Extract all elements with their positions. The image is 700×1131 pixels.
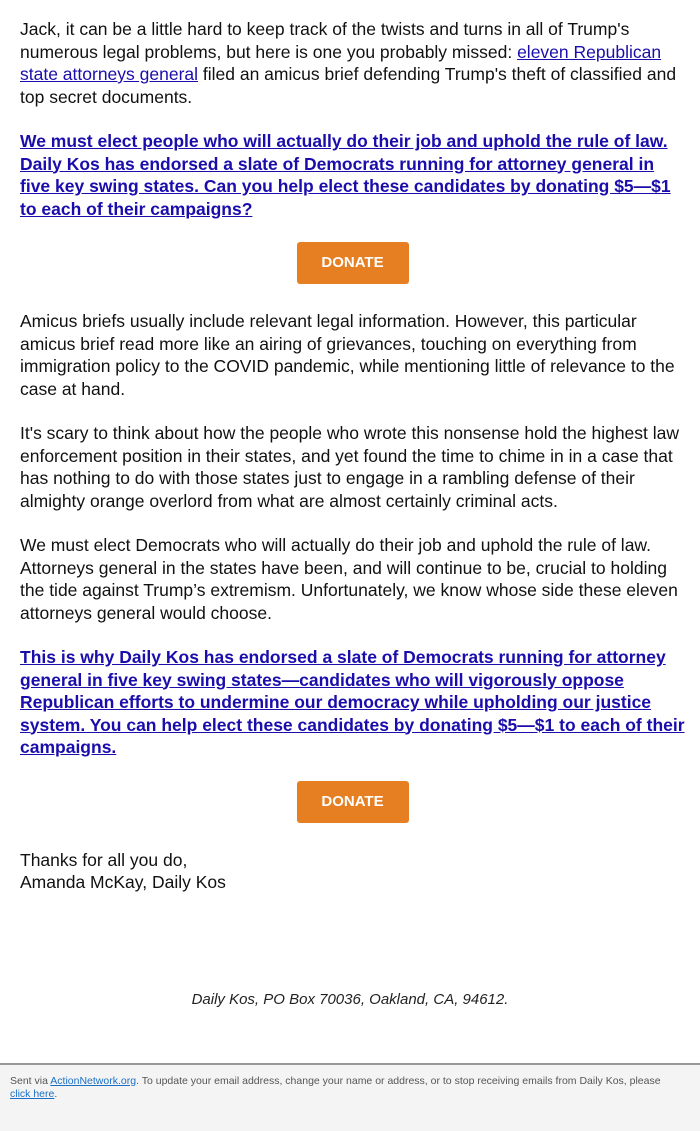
body-paragraph-3: We must elect Democrats who will actually do their job and uphold the rule of law. Attorneys general in the states have been, and will continue to be, crucial to holding the tide against Trump’s extremism. Unfortunately, we know whose side these eleven attorneys general would choose. bbox=[20, 535, 678, 623]
donate-button-1[interactable]: DONATE bbox=[297, 242, 409, 284]
donate-button-row-1 bbox=[20, 242, 685, 284]
signoff-line-1: Thanks for all you do, bbox=[20, 849, 188, 870]
attorneys-general-link[interactable]: eleven Republican state attorneys general bbox=[20, 41, 662, 84]
intro-text-start: Jack, it can be a little hard to keep track of the twists and turns in all of Trump's numerous legal problems, but here is one you probably missed: bbox=[20, 19, 630, 62]
unsubscribe-link[interactable]: click here bbox=[10, 1088, 55, 1100]
footer bbox=[0, 1065, 700, 1131]
footer-text bbox=[10, 1075, 680, 1101]
intro-paragraph bbox=[20, 18, 685, 108]
signoff bbox=[20, 849, 685, 894]
signoff-line-2: Amanda McKay, Daily Kos bbox=[20, 872, 226, 892]
body-paragraph-2: It's scary to think about how the people who wrote this nonsense hold the highest law enforcement position in their states, and yet found the time to chime in in a case that has nothing to do with those states just to engage in a rambling defense of their almighty orange overlord from what are almost certainly criminal acts. bbox=[20, 423, 680, 511]
donate-button-2[interactable]: DONATE bbox=[297, 781, 409, 823]
email-body bbox=[20, 18, 685, 894]
cta-link-1[interactable]: We must elect people who will actually do their job and uphold the rule of law. Daily Kos has endorsed a slate of Democrats running for attorney general in five key swing states. Can you help elect these candidates by donating $5—$1 to each of their campaigns? bbox=[20, 131, 671, 219]
footer-sent-via: Sent via bbox=[10, 1075, 51, 1087]
footer-middle-text: . To update your email address, change your name or address, or to stop receiving emails from Daily Kos, please bbox=[136, 1075, 661, 1087]
footer-end-text: . bbox=[54, 1088, 58, 1100]
intro-text-end: filed an amicus brief defending Trump's theft of classified and top secret documents. bbox=[20, 64, 677, 107]
action-network-link[interactable]: ActionNetwork.org bbox=[50, 1075, 137, 1087]
cta-link-2[interactable]: This is why Daily Kos has endorsed a slate of Democrats running for attorney general in five key swing states—candidates who will vigorously oppose Republican efforts to undermine our democracy while upholding our justice system. You can help elect these candidates by donating $5—$1 to each of their campaigns. bbox=[20, 647, 685, 757]
mailing-address: Daily Kos, PO Box 70036, Oakland, CA, 94612. bbox=[191, 991, 509, 1008]
donate-button-row-2 bbox=[20, 781, 685, 823]
body-paragraph-1: Amicus briefs usually include relevant legal information. However, this particular amicus brief read more like an airing of grievances, touching on everything from immigration policy to the COVID pandemic, while mentioning little of relevance to the case at hand. bbox=[20, 311, 675, 399]
